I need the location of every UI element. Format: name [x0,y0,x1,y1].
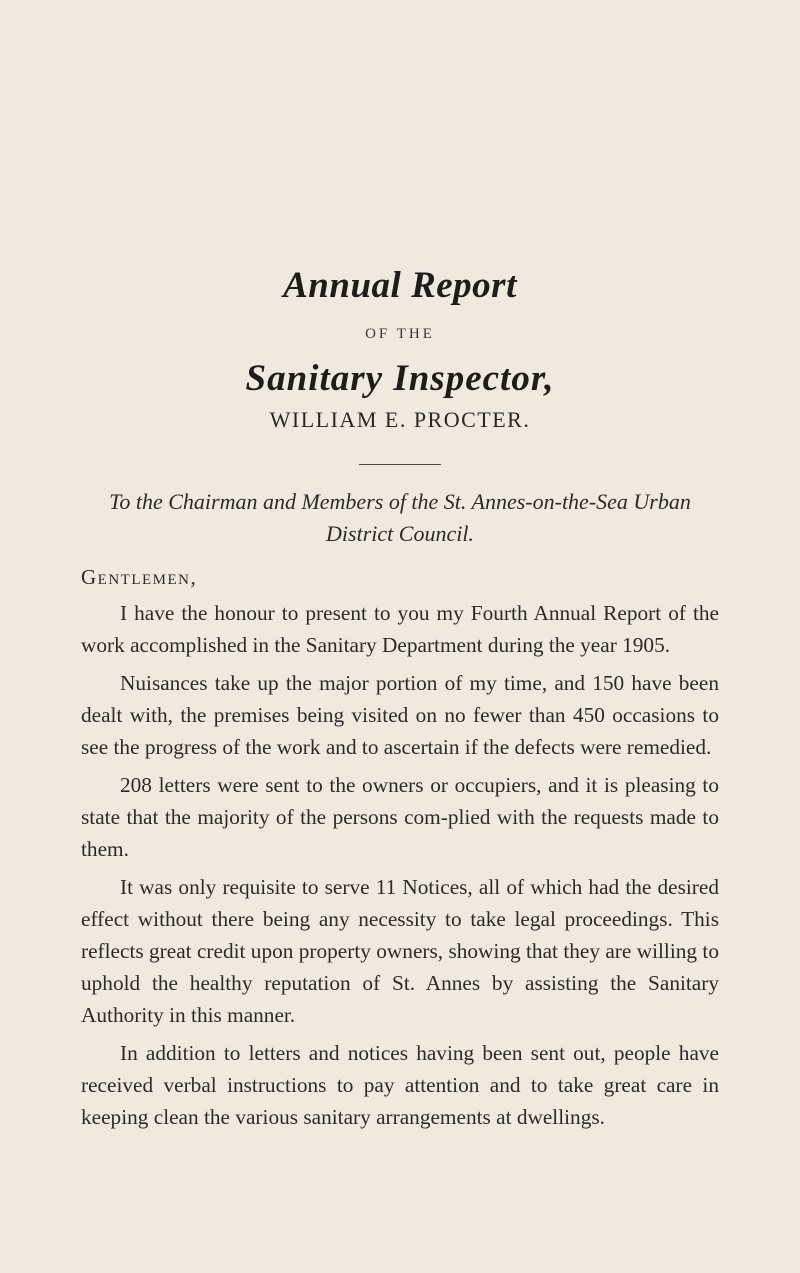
addressee: To the Chairman and Members of the St. Annes-on-the-Sea Urban District Council. [109,489,691,546]
salutation: Gentlemen, [81,565,198,589]
report-title: Annual Report [283,265,517,306]
report-body [81,597,719,1139]
paragraph: In addition to letters and notices having been sent out, people have received verbal instructions to pay attention and to take great care in keeping clean the various sanitary arrangements at dwellings. [81,1041,719,1129]
divider-rule [359,464,441,465]
inspector-name: WILLIAM E. PROCTER. [269,407,531,432]
paragraph: It was only requisite to serve 11 Notices, all of which had the desired effect without there being any necessity to take legal proceedings. This reflects great credit upon property owners, showing that they are willing to uphold the healthy reputation of St. Annes by assisting the Sanitary Authority in this manner. [81,875,719,1027]
paragraph: 208 letters were sent to the owners or occupiers, and it is pleasing to state that the majority of the persons com-plied with the requests made to them. [81,773,719,861]
paragraph: I have the honour to present to you my Fourth Annual Report of the work accomplished in the Sanitary Department during the year 1905. [81,601,719,657]
report-subtitle: Sanitary Inspector, [245,358,555,399]
paragraph: Nuisances take up the major portion of my time, and 150 have been dealt with, the premises being visited on no fewer than 450 occasions to see the progress of the work and to ascertain if the defects were remedied. [81,671,719,759]
title-connector: OF THE [365,326,435,342]
